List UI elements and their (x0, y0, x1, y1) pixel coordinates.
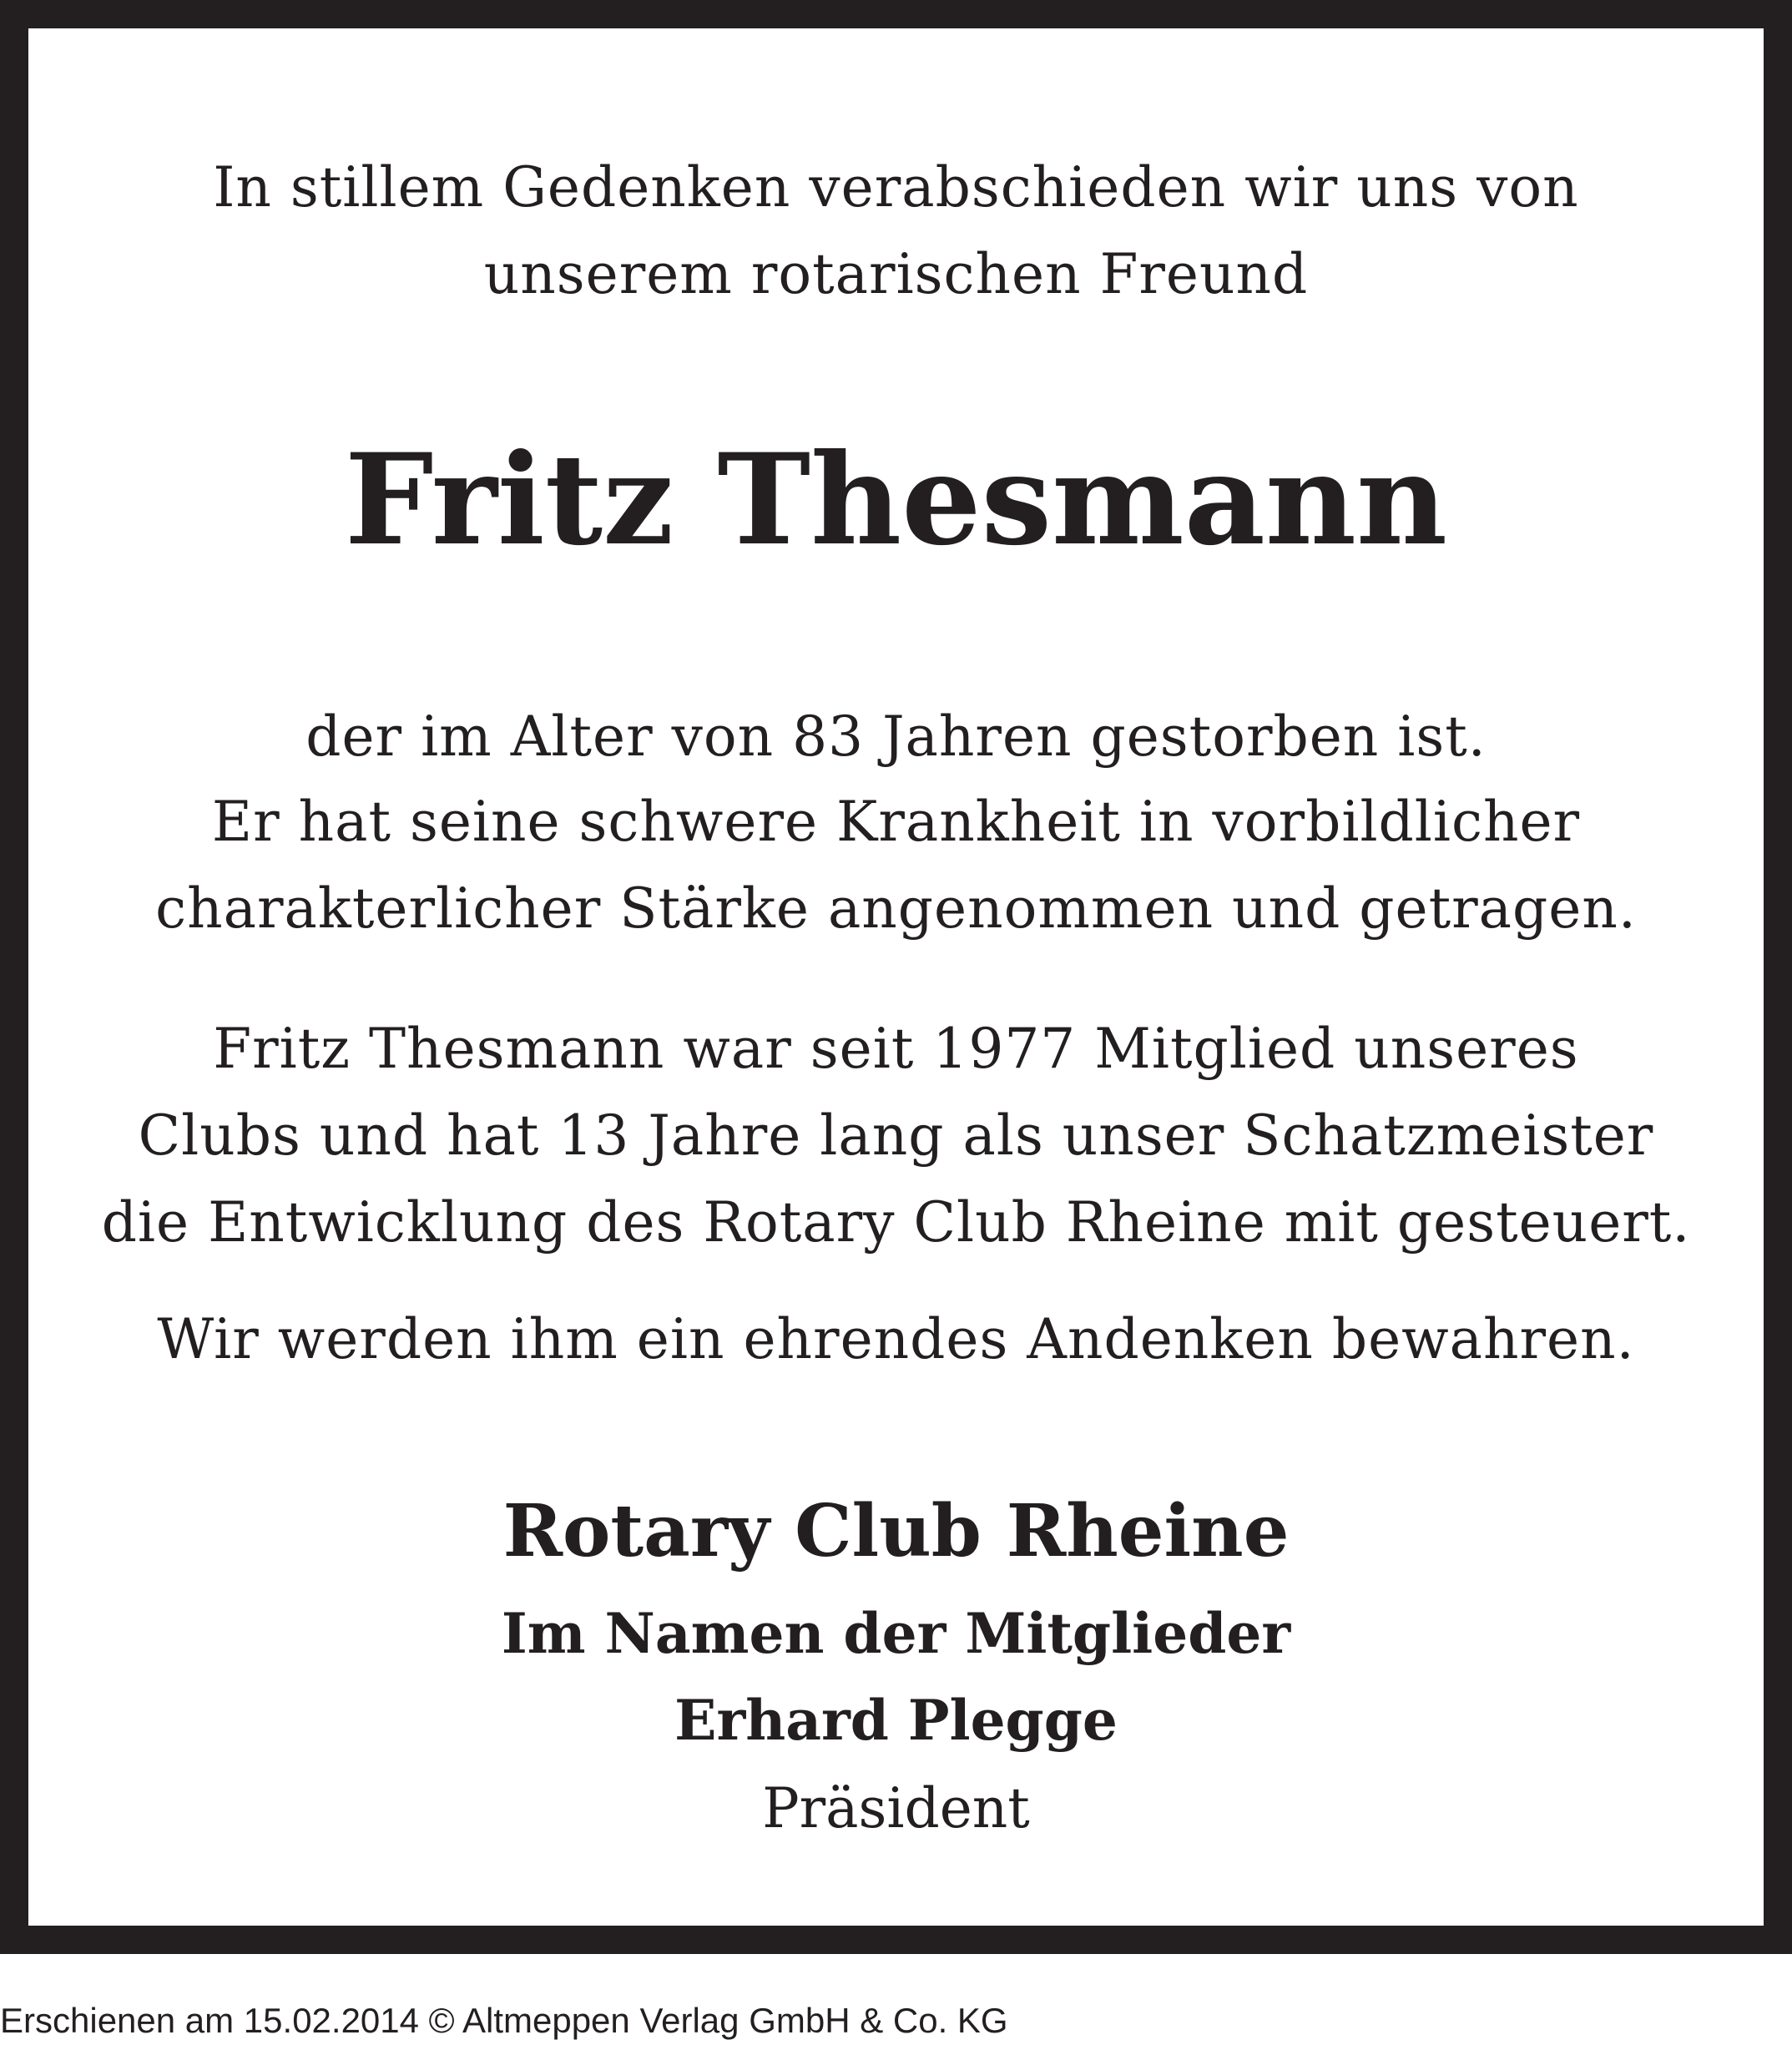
club-name: Rotary Club Rheine (502, 1489, 1290, 1573)
body2-line-2: Clubs und hat 13 Jahre lang als unser Schatzmeister (138, 1103, 1654, 1168)
closing-line: Wir werden ihm ein ehrendes Andenken bewahren. (157, 1307, 1635, 1371)
body2-line-3: die Entwicklung des Rotary Club Rheine mit gesteuert. (101, 1190, 1691, 1255)
intro-line-1: In stillem Gedenken verabschieden wir uns von (213, 155, 1579, 220)
signer-name: Erhard Plegge (674, 1688, 1118, 1753)
intro-line-2: unserem rotarischen Freund (483, 242, 1309, 306)
signer-role: Präsident (762, 1776, 1030, 1840)
body1-line-3: charakterlicher Stärke angenommen und getragen. (155, 876, 1637, 941)
notice-panel (28, 28, 1764, 1926)
on-behalf-line: Im Namen der Mitglieder (501, 1601, 1291, 1666)
publication-footer: Erschienen am 15.02.2014 © Altmeppen Verlag GmbH & Co. KG (0, 2001, 1008, 2040)
body1-line-1: der im Alter von 83 Jahren gestorben ist. (305, 704, 1487, 769)
deceased-name: Fritz Thesmann (344, 427, 1448, 573)
body2-line-1: Fritz Thesmann war seit 1977 Mitglied unseres (213, 1017, 1579, 1081)
body1-line-2: Er hat seine schwere Krankheit in vorbildlicher (211, 790, 1581, 854)
